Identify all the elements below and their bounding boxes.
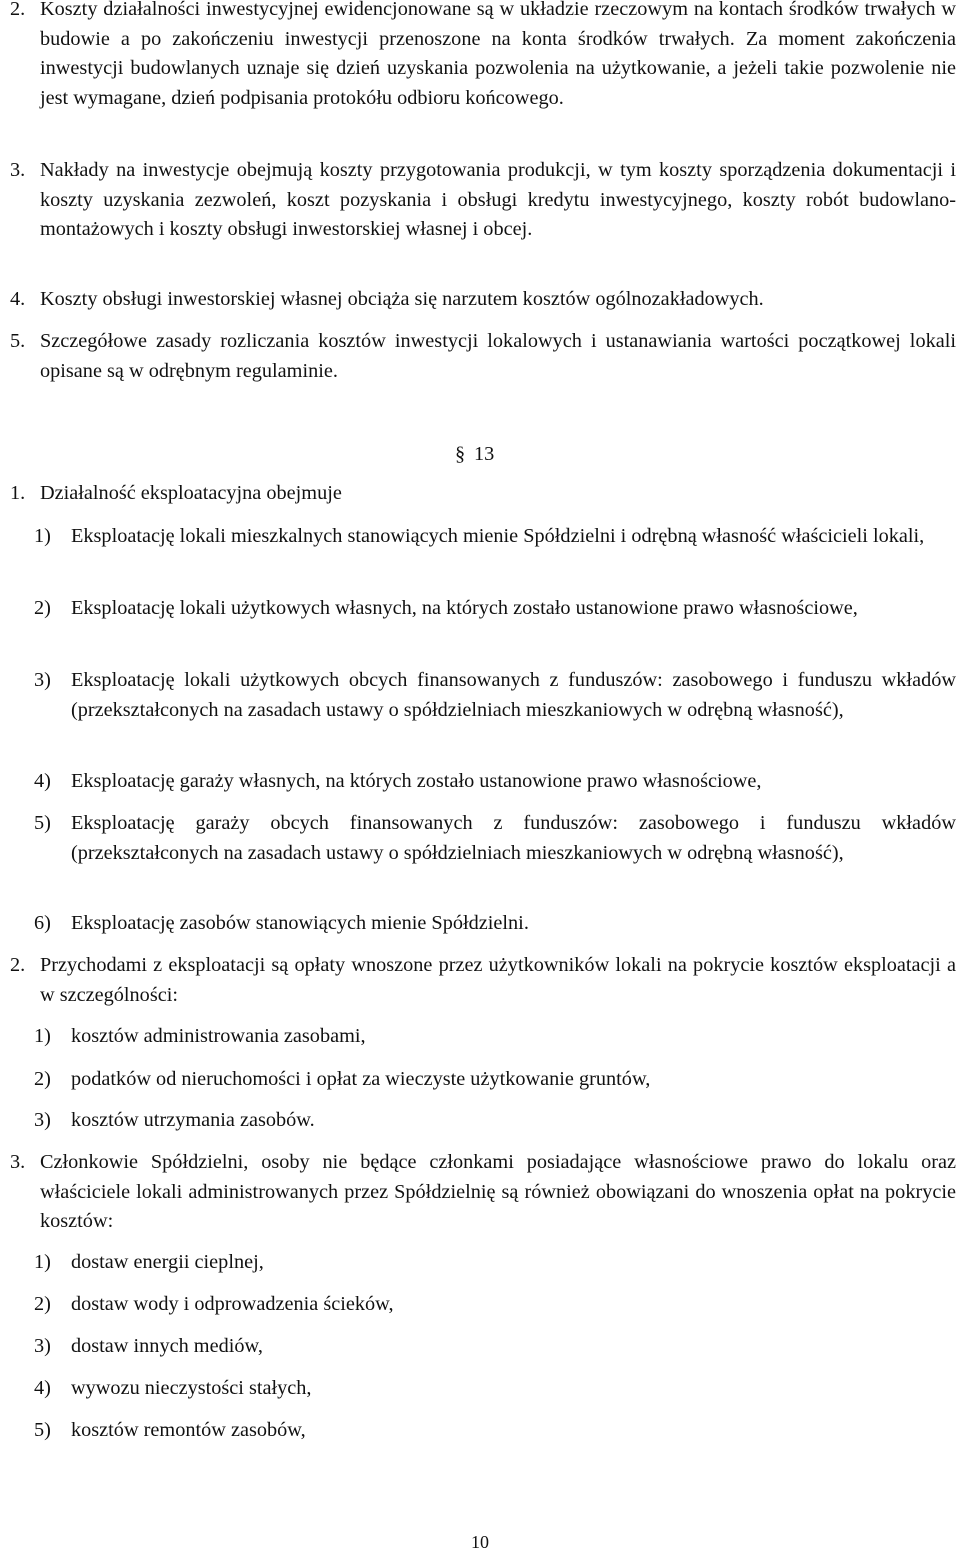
list-item <box>34 1106 956 1136</box>
list-item <box>34 1065 956 1095</box>
point-number: 1. <box>10 482 26 504</box>
point-3 <box>10 1148 956 1237</box>
list-item-text: Eksploatację lokali użytkowych obcych finansowanych z funduszów: zasobowego i funduszu wkładów (przekształconych na zasadach ustawy o spółdzielniach mieszkaniowych w odrębną własność), <box>71 669 956 721</box>
list-item-number: 4) <box>34 770 51 792</box>
paragraph-number: 4. <box>10 288 26 310</box>
list-item <box>34 666 956 725</box>
paragraph-2 <box>10 0 956 113</box>
list-item <box>34 1332 956 1362</box>
list-item-text: kosztów administrowania zasobami, <box>71 1025 366 1047</box>
paragraph-5 <box>10 327 956 386</box>
list-item-number: 1) <box>34 1251 51 1273</box>
point-number: 2. <box>10 954 26 976</box>
list-item <box>34 1248 956 1278</box>
paragraph-number: 3. <box>10 159 26 181</box>
list-item-text: dostaw energii cieplnej, <box>71 1251 264 1273</box>
list-item <box>34 809 956 868</box>
paragraph-number: 2. <box>10 0 26 20</box>
list-item-number: 3) <box>34 1335 51 1357</box>
section-number: 13 <box>474 443 495 465</box>
point-text: Przychodami z eksploatacji są opłaty wnoszone przez użytkowników lokali na pokrycie kosztów eksploatacji a w szczególności: <box>40 954 956 1006</box>
list-item <box>34 1022 956 1052</box>
point-1 <box>10 479 956 509</box>
paragraph-number: 5. <box>10 330 26 352</box>
list-item <box>34 1290 956 1320</box>
list-item-text: dostaw wody i odprowadzenia ścieków, <box>71 1293 394 1315</box>
list-item-text: Eksploatację lokali użytkowych własnych, na których zostało ustanowione prawo własnościowe, <box>71 597 858 619</box>
list-item-text: Eksploatację zasobów stanowiących mienie Spółdzielni. <box>71 912 529 934</box>
list-item-number: 1) <box>34 1025 51 1047</box>
paragraph-text: Koszty działalności inwestycyjnej ewidencjonowane są w układzie rzeczowym na kontach środków trwałych w budowie a po zakończeniu inwestycji przenoszone na konta środków trwałych. Za moment zakończenia inwestycji budowlanych uznaje się dzień uzyskania pozwolenia na użytkowanie, a jeżeli takie pozwolenie nie jest wymagane, dzień podpisania protokółu odbioru końcowego. <box>40 0 956 109</box>
paragraph-4 <box>10 285 956 315</box>
paragraph-3 <box>10 156 956 245</box>
page-number: 10 <box>471 1532 489 1552</box>
list-item-number: 2) <box>34 1068 51 1090</box>
point-text: Działalność eksploatacyjna obejmuje <box>40 482 342 504</box>
list-item-number: 3) <box>34 1109 51 1131</box>
list-item-number: 5) <box>34 1419 51 1441</box>
list-item-text: Eksploatację garaży obcych finansowanych z funduszów: zasobowego i funduszu wkładów (przekształconych na zasadach ustawy o spółdzielniach mieszkaniowych w odrębną własność), <box>71 812 956 864</box>
list-item <box>34 1374 956 1404</box>
list-item <box>34 522 956 552</box>
list-item-text: kosztów utrzymania zasobów. <box>71 1109 315 1131</box>
list-item-number: 2) <box>34 1293 51 1315</box>
point-2 <box>10 951 956 1010</box>
list-item-number: 2) <box>34 597 51 619</box>
list-item-text: podatków od nieruchomości i opłat za wieczyste użytkowanie gruntów, <box>71 1068 651 1090</box>
section-symbol: § <box>455 443 466 465</box>
list-item-number: 3) <box>34 669 51 691</box>
list-item-text: kosztów remontów zasobów, <box>71 1419 306 1441</box>
paragraph-text: Nakłady na inwestycje obejmują koszty przygotowania produkcji, w tym koszty sporządzenia dokumentacji i koszty uzyskania zezwoleń, koszt pozyskania i obsługi kredytu inwestycyjnego, koszty robót budowlano-montażowych i koszty obsługi inwestorskiej własnej i obcej. <box>40 159 956 240</box>
list-item-text: Eksploatację lokali mieszkalnych stanowiących mienie Spółdzielni i odrębną własność właścicieli lokali, <box>71 525 925 547</box>
point-number: 3. <box>10 1151 26 1173</box>
paragraph-text: Koszty obsługi inwestorskiej własnej obciąża się narzutem kosztów ogólnozakładowych. <box>40 288 764 310</box>
paragraph-text: Szczegółowe zasady rozliczania kosztów inwestycji lokalowych i ustanawiania wartości początkowej lokali opisane są w odrębnym regulaminie. <box>40 330 956 382</box>
list-item <box>34 1416 956 1446</box>
list-item <box>34 767 956 797</box>
list-item-number: 4) <box>34 1377 51 1399</box>
list-item-text: wywozu nieczystości stałych, <box>71 1377 312 1399</box>
point-text: Członkowie Spółdzielni, osoby nie będące członkami posiadające własnościowe prawo do lokalu oraz właściciele lokali administrowanych przez Spółdzielnię są również obowiązani do wnoszenia opłat na pokrycie kosztów: <box>40 1151 956 1232</box>
list-item-text: dostaw innych mediów, <box>71 1335 263 1357</box>
list-item-number: 1) <box>34 525 51 547</box>
list-item <box>34 909 956 939</box>
list-item-number: 6) <box>34 912 51 934</box>
list-item-text: Eksploatację garaży własnych, na których zostało ustanowione prawo własnościowe, <box>71 770 762 792</box>
list-item <box>34 594 956 624</box>
list-item-number: 5) <box>34 812 51 834</box>
